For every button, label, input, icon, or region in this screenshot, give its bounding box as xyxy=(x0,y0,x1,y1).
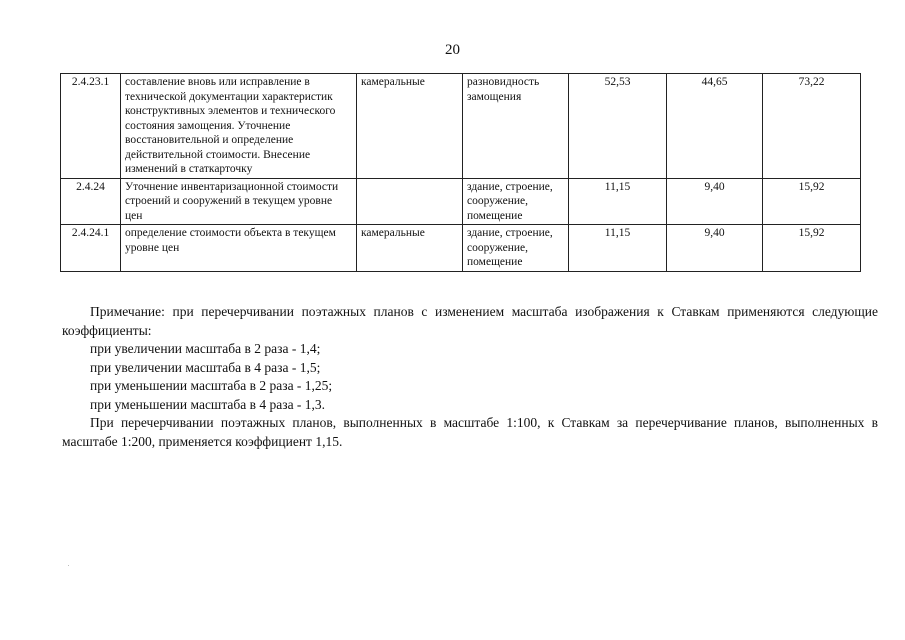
rates-table xyxy=(60,73,861,272)
row-work-type xyxy=(357,178,463,225)
note-item: при увеличении масштаба в 4 раза - 1,5; xyxy=(90,359,321,375)
row-code: 2.4.24.1 xyxy=(61,225,121,272)
row-value-1: 11,15 xyxy=(569,225,667,272)
scan-speck xyxy=(68,565,69,566)
row-value-3: 15,92 xyxy=(763,225,861,272)
row-value-2: 9,40 xyxy=(667,178,763,225)
note-item: при уменьшении масштаба в 2 раза - 1,25; xyxy=(90,378,333,393)
row-unit: здание, строение, сооружение, помещение xyxy=(463,225,569,272)
row-value-3: 15,92 xyxy=(763,178,861,225)
note-final: При перечерчивании поэтажных планов, выполненных в масштабе 1:100, к Ставкам за перечерчивание планов, выполненных в масштабе 1:200, применяется коэффициент 1,15. xyxy=(62,415,878,449)
note-item: при увеличении масштаба в 2 раза - 1,4; xyxy=(90,341,321,356)
table-row xyxy=(61,225,861,272)
row-value-3: 73,22 xyxy=(763,74,861,179)
row-description: определение стоимости объекта в текущем уровне цен xyxy=(121,225,357,272)
row-value-2: 44,65 xyxy=(667,74,763,179)
row-code: 2.4.23.1 xyxy=(61,74,121,179)
row-work-type: камеральные xyxy=(357,225,463,272)
note-intro: Примечание: при перечерчивании поэтажных планов с изменением масштаба изображения к Ставкам применяются следующие коэффициенты: xyxy=(62,304,878,338)
table-row xyxy=(61,178,861,225)
row-description: Уточнение инвентаризационной стоимости строений и сооружений в текущем уровне цен xyxy=(121,178,357,225)
page-number: 20 xyxy=(445,42,460,58)
row-unit: разновидность замощения xyxy=(463,74,569,179)
row-code: 2.4.24 xyxy=(61,178,121,225)
row-description: составление вновь или исправление в технической документации характеристик конструктивных элементов и технического состояния замощения. Уточнение восстановительной и определение действительной стоимости. Внесение изменений в статкарточку xyxy=(121,74,357,179)
row-unit: здание, строение, сооружение, помещение xyxy=(463,178,569,225)
row-work-type: камеральные xyxy=(357,74,463,179)
table-row xyxy=(61,74,861,179)
row-value-1: 11,15 xyxy=(569,178,667,225)
note-item: при уменьшении масштаба в 4 раза - 1,3. xyxy=(90,396,326,412)
row-value-2: 9,40 xyxy=(667,225,763,272)
note-section xyxy=(62,303,878,451)
row-value-1: 52,53 xyxy=(569,74,667,179)
